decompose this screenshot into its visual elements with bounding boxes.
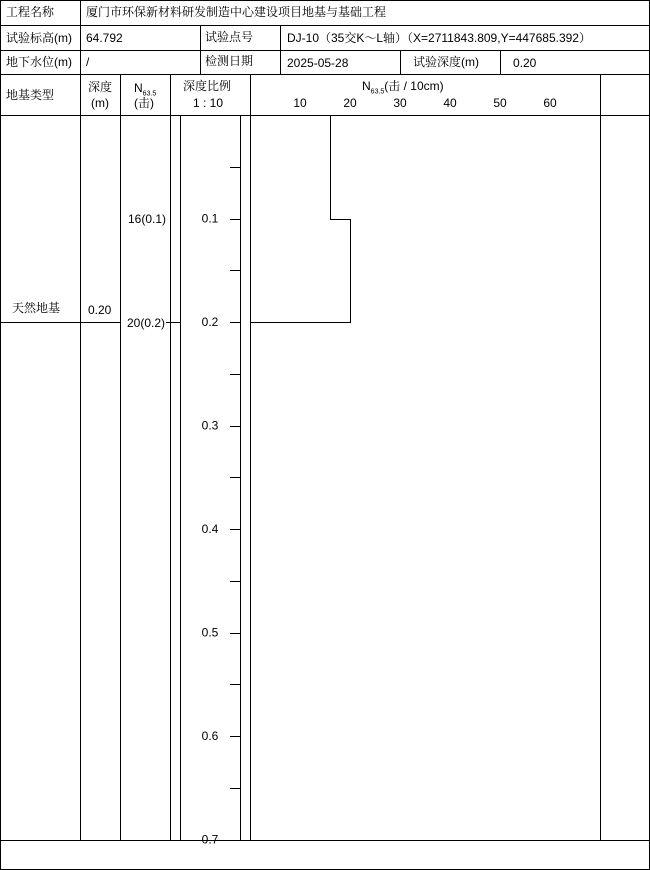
x-tick-label: 20 xyxy=(343,96,357,110)
test-point-value: DJ-10（35交K～L轴）（X=2711843.809,Y=447685.392） xyxy=(287,31,591,45)
depth-tick-label: 0.1 xyxy=(201,211,219,226)
scale-ratio: 1 : 10 xyxy=(193,96,224,110)
chart-title-unit: (击 / 10cm) xyxy=(384,79,444,93)
n-unit-header: (击) xyxy=(134,96,154,110)
test-depth-label: 试验深度(m) xyxy=(413,55,479,69)
x-tick-label: 30 xyxy=(393,96,407,110)
x-tick-label: 50 xyxy=(493,96,507,110)
elevation-label: 试验标高(m) xyxy=(6,31,72,45)
depth-tick-label: 0.5 xyxy=(201,625,219,640)
depth-unit-header: (m) xyxy=(91,96,109,110)
x-tick-label: 40 xyxy=(443,96,457,110)
n-step-series xyxy=(251,116,351,323)
depth-tick-label: 0.6 xyxy=(201,729,219,743)
x-tick-label: 10 xyxy=(293,96,307,110)
chart-title-subscript: 63.5 xyxy=(370,88,385,96)
project-name: 厦门市环保新材料研发制造中心建设项目地基与基础工程 xyxy=(86,5,387,19)
soil-type-value: 天然地基 xyxy=(12,301,61,315)
depth-tick-label: 0.7 xyxy=(201,832,219,847)
scale-title: 深度比例 xyxy=(183,79,232,93)
project-label: 工程名称 xyxy=(6,5,55,19)
depth-tick-label: 0.3 xyxy=(201,418,219,433)
depth-header: 深度 xyxy=(88,80,113,94)
depth-tick-label: 0.2 xyxy=(201,315,219,329)
soil-type-header: 地基类型 xyxy=(6,88,55,102)
test-date-value: 2025-05-28 xyxy=(287,56,349,70)
test-point-label: 试验点号 xyxy=(205,30,254,44)
depth-value: 0.20 xyxy=(88,303,112,317)
chart-title-n: N xyxy=(362,79,371,93)
groundwater-label: 地下水位(m) xyxy=(6,55,72,69)
outer-border xyxy=(1,1,650,870)
test-date-label: 检测日期 xyxy=(205,54,254,68)
n-subscript: 63.5 xyxy=(142,90,157,98)
test-depth-value: 0.20 xyxy=(513,56,537,70)
chart-title xyxy=(362,79,444,99)
x-tick-label: 60 xyxy=(543,96,557,110)
n-symbol: N xyxy=(134,81,143,95)
groundwater-value: / xyxy=(86,55,90,69)
n-reading: 20(0.2) xyxy=(127,316,166,330)
elevation-value: 64.792 xyxy=(86,31,123,45)
n-reading: 16(0.1) xyxy=(128,212,167,226)
depth-tick-label: 0.4 xyxy=(201,522,219,536)
